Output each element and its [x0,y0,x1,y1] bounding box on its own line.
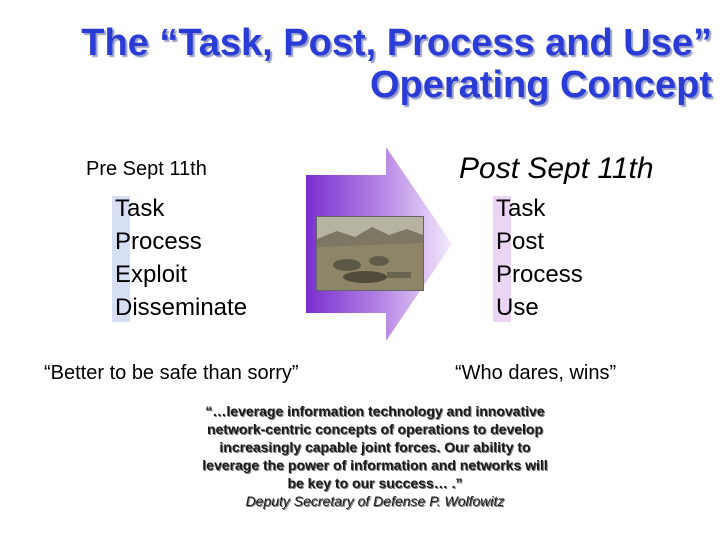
soldiers-photo [316,216,424,291]
quote-line: increasingly capable joint forces. Our ability to [219,439,531,455]
pre-sept-11-list [112,192,247,324]
post-sept-11-list [493,192,583,324]
list-item: Exploit [115,261,188,288]
pre-sept-11-motto: “Better to be safe than sorry” [44,362,299,384]
photo-image [317,217,423,290]
list-item: Post [496,228,545,255]
wolfowitz-quote [175,402,575,510]
pre-sept-11-heading: Pre Sept 11th [86,158,207,180]
list-item: Use [496,294,539,321]
quote-line: “…leverage information technology and innovative [205,403,545,419]
post-sept-11-heading: Post Sept 11th [459,152,654,185]
title-line-1: The “Task, Post, Process and Use” [81,22,712,64]
post-sept-11-motto: “Who dares, wins” [455,362,617,384]
list-item: Disseminate [115,294,248,321]
quote-attribution: Deputy Secretary of Defense P. Wolfowitz [245,493,505,509]
quote-line: leverage the power of information and networks will [202,457,548,473]
quote-line: be key to our success… .” [287,475,463,491]
list-item: Task [496,195,546,222]
title-line-2: Operating Concept [369,64,712,106]
quote-line: network-centric concepts of operations to develop [206,421,544,437]
list-item: Task [115,195,165,222]
list-item: Process [496,261,583,288]
list-item: Process [115,228,202,255]
